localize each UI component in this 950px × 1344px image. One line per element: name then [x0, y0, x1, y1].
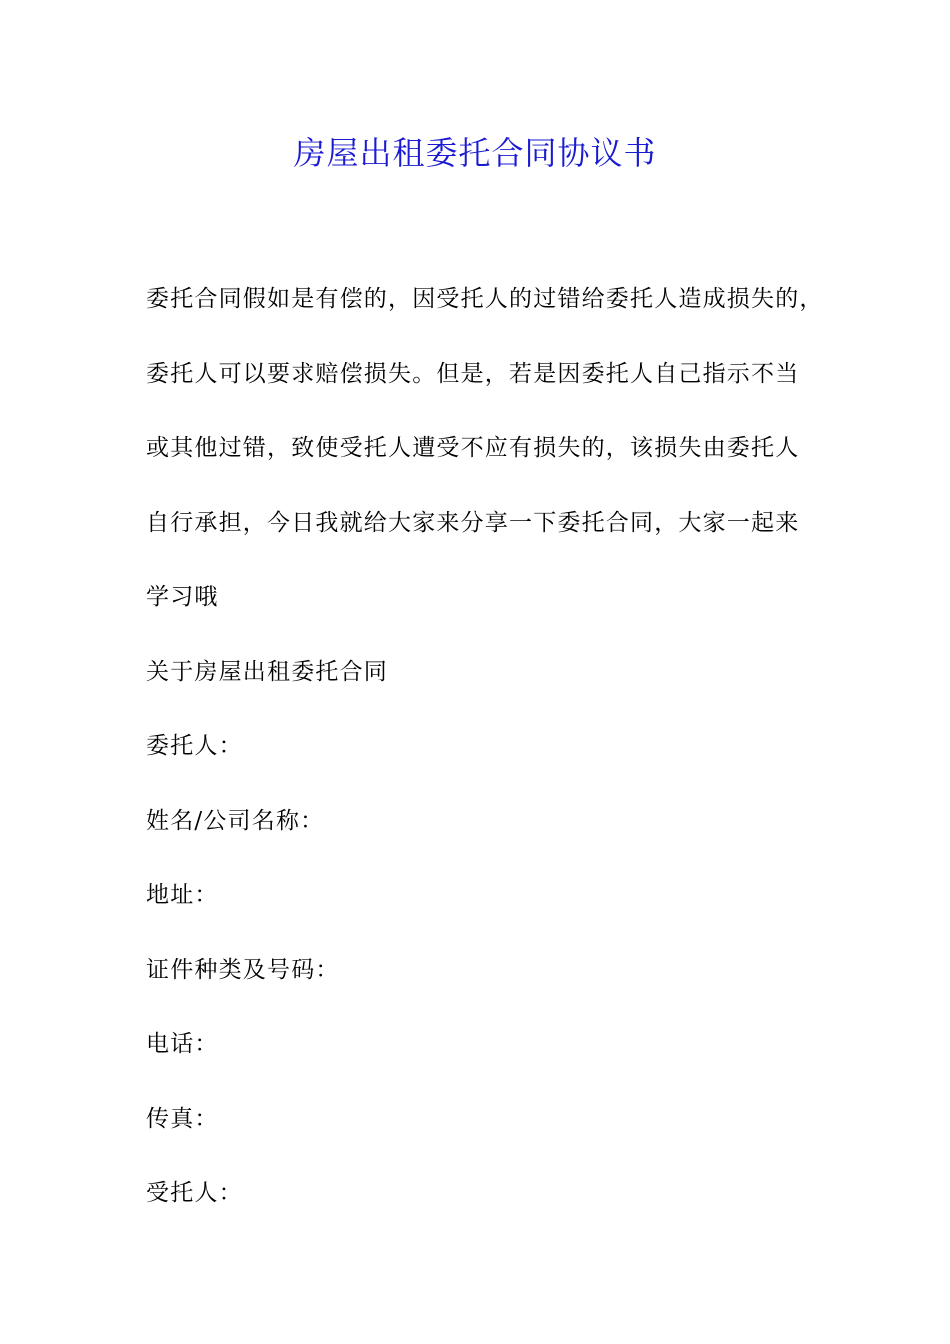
client-phone-label: 电话：	[146, 1031, 219, 1057]
intro-line: 委托合同假如是有偿的，因受托人的过错给委托人造成损失的，	[146, 286, 824, 312]
intro-line: 自行承担，今日我就给大家来分享一下委托合同，大家一起来	[146, 509, 800, 536]
client-fax-label: 传真：	[146, 1105, 219, 1132]
intro-line: 或其他过错，致使受托人遭受不应有损失的，该损失由委托人	[146, 435, 800, 461]
client-id-label: 证件种类及号码：	[146, 956, 340, 983]
agent-label: 受托人：	[146, 1180, 243, 1206]
document-title: 房屋出租委托合同协议书	[293, 134, 657, 172]
client-address-label: 地址：	[146, 882, 219, 908]
client-label: 委托人：	[146, 733, 243, 759]
section-heading: 关于房屋出租委托合同	[146, 658, 388, 685]
intro-line: 学习哦	[146, 584, 219, 610]
client-name-label: 姓名/公司名称：	[146, 807, 325, 834]
document-body	[146, 262, 826, 1231]
intro-line: 委托人可以要求赔偿损失。但是，若是因委托人自己指示不当	[146, 360, 800, 387]
